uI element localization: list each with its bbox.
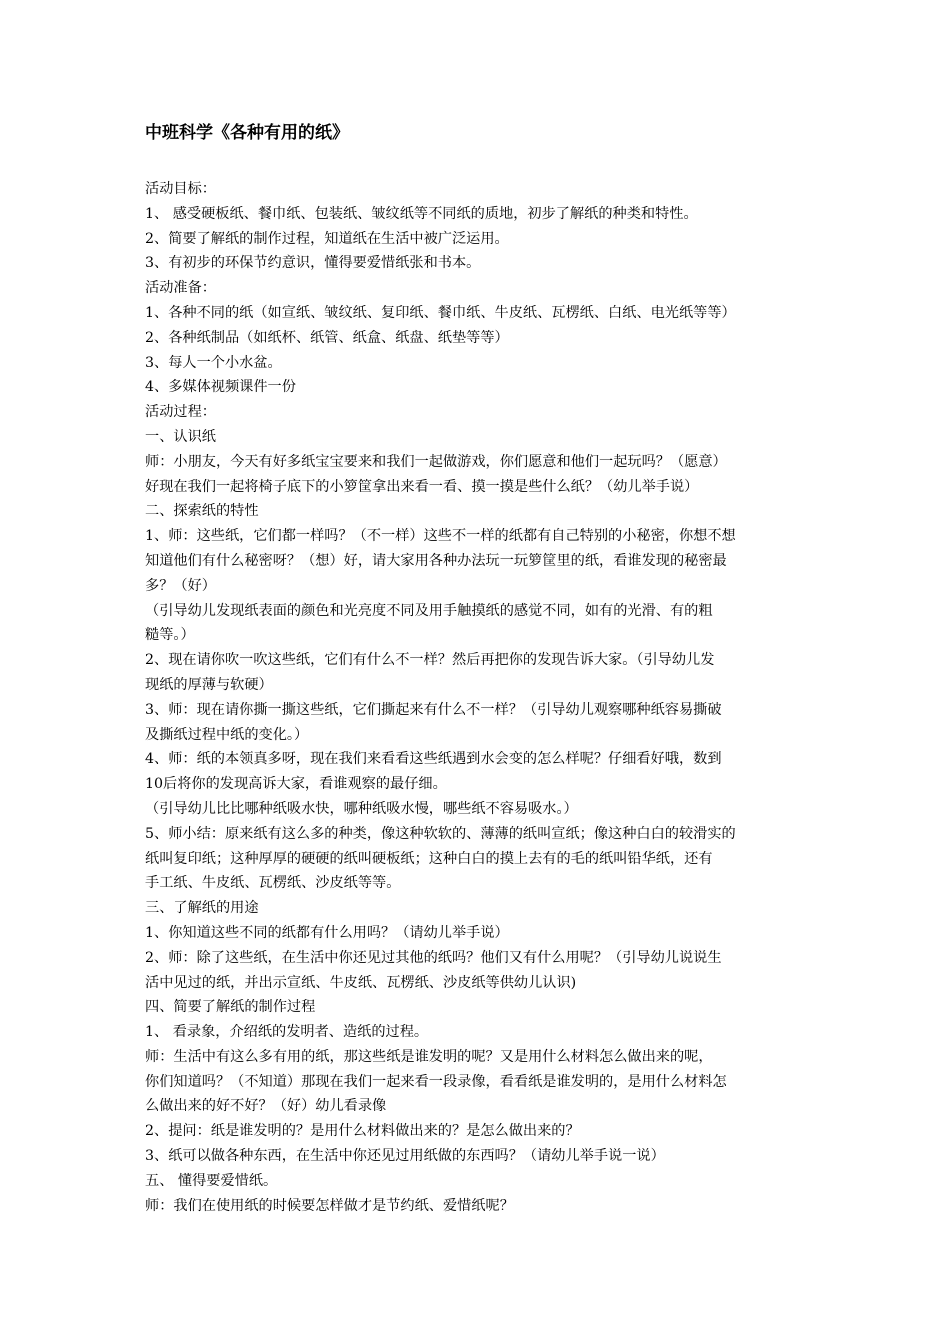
text-line: 1、师：这些纸，它们都一样吗？（不一样）这些不一样的纸都有自己特别的小秘密，你想不想 [145,528,736,545]
text-line: 师：我们在使用纸的时候要怎样做才是节约纸、爱惜纸呢？ [145,1197,514,1214]
text-line: 4、多媒体视频课件一份 [145,379,296,396]
text-line: 师：小朋友，今天有好多纸宝宝要来和我们一起做游戏，你们愿意和他们一起玩吗？（愿意） [145,453,727,470]
document-text [145,177,813,1218]
text-line: 二、探索纸的特性 [145,503,259,520]
text-line: 活动过程： [145,404,216,421]
text-line: 2、师：除了这些纸，在生活中你还见过其他的纸吗？他们又有什么用呢？（引导幼儿说说生 [145,949,722,966]
text-line: 2、各种纸制品（如纸杯、纸管、纸盒、纸盘、纸垫等等） [145,329,509,346]
text-line: 现纸的厚薄与软硬） [145,676,273,693]
text-line: 好现在我们一起将椅子底下的小箩筐拿出来看一看、摸一摸是些什么纸？（幼儿举手说） [145,478,699,495]
text-line: 3、师：现在请你撕一撕这些纸，它们撕起来有什么不一样？（引导幼儿观察哪种纸容易撕破 [145,701,722,718]
text-line: 么做出来的好不好？（好）幼儿看录像 [145,1098,387,1115]
text-line: 3、每人一个小水盆。 [145,354,282,371]
text-line: 1、你知道这些不同的纸都有什么用吗？（请幼儿举手说） [145,924,509,941]
text-line: 糙等。） [145,627,195,644]
text-line: 及撕纸过程中纸的变化。） [145,726,309,743]
text-line: 2、简要了解纸的制作过程，知道纸在生活中被广泛运用。 [145,230,509,247]
text-line: 手工纸、牛皮纸、瓦楞纸、沙皮纸等等。 [145,875,401,892]
text-line: 活动准备： [145,280,216,297]
text-line: 1、 感受硬板纸、餐巾纸、包装纸、皱纹纸等不同纸的质地，初步了解纸的种类和特性。 [145,205,698,222]
text-line: 五、 懂得要爱惜纸。 [145,1172,278,1189]
text-line: 活中见过的纸，并出示宣纸、牛皮纸、瓦楞纸、沙皮纸等供幼儿认识) [145,974,577,991]
text-line: 纸叫复印纸；这种厚厚的硬硬的纸叫硬板纸；这种白白的摸上去有的毛的纸叫铅华纸，还有 [145,850,713,867]
document-title: 中班科学《各种有用的纸》 [145,123,349,143]
document-body [145,121,813,1218]
text-line: 知道他们有什么秘密呀？（想）好，请大家用各种办法玩一玩箩筐里的纸，看谁发现的秘密最 [145,552,727,569]
text-line: 3、纸可以做各种东西，在生活中你还见过用纸做的东西吗？（请幼儿举手说一说） [145,1148,665,1165]
text-line: 活动目标： [145,181,216,197]
text-line: 一、认识纸 [145,428,216,445]
text-line: 你们知道吗？（不知道）那现在我们一起来看一段录像，看看纸是谁发明的，是用什么材料怎 [145,1073,727,1090]
text-line: 4、师：纸的本领真多呀，现在我们来看看这些纸遇到水会变的怎么样呢？仔细看好哦，数到 [145,751,722,768]
text-line: 1、各种不同的纸（如宣纸、皱纹纸、复印纸、餐巾纸、牛皮纸、瓦楞纸、白纸、电光纸等等） [145,304,736,321]
text-line: 三、了解纸的用途 [145,900,259,917]
text-line: （引导幼儿比比哪种纸吸水快，哪种纸吸水慢，哪些纸不容易吸水。） [145,800,578,817]
text-line: 10后将你的发现高诉大家，看谁观察的最仔细。 [145,776,447,793]
text-line: 2、提问：纸是谁发明的？是用什么材料做出来的？是怎么做出来的？ [145,1123,580,1140]
text-line: （引导幼儿发现纸表面的颜色和光亮度不同及用手触摸纸的感觉不同，如有的光滑、有的粗 [145,602,713,619]
text-line: 5、师小结：原来纸有这么多的种类，像这种软软的、薄薄的纸叫宣纸；像这种白白的较滑实的 [145,825,736,842]
text-line: 多？（好） [145,577,216,594]
text-line: 1、 看录象，介绍纸的发明者、造纸的过程。 [145,1024,429,1041]
text-line: 师：生活中有这么多有用的纸，那这些纸是谁发明的呢？又是用什么材料怎么做出来的呢， [145,1048,713,1065]
text-line: 3、有初步的环保节约意识，懂得要爱惜纸张和书本。 [145,255,481,272]
text-line: 四、简要了解纸的制作过程 [145,999,316,1016]
text-line: 2、现在请你吹一吹这些纸，它们有什么不一样？然后再把你的发现告诉大家。（引导幼儿发 [145,652,715,669]
